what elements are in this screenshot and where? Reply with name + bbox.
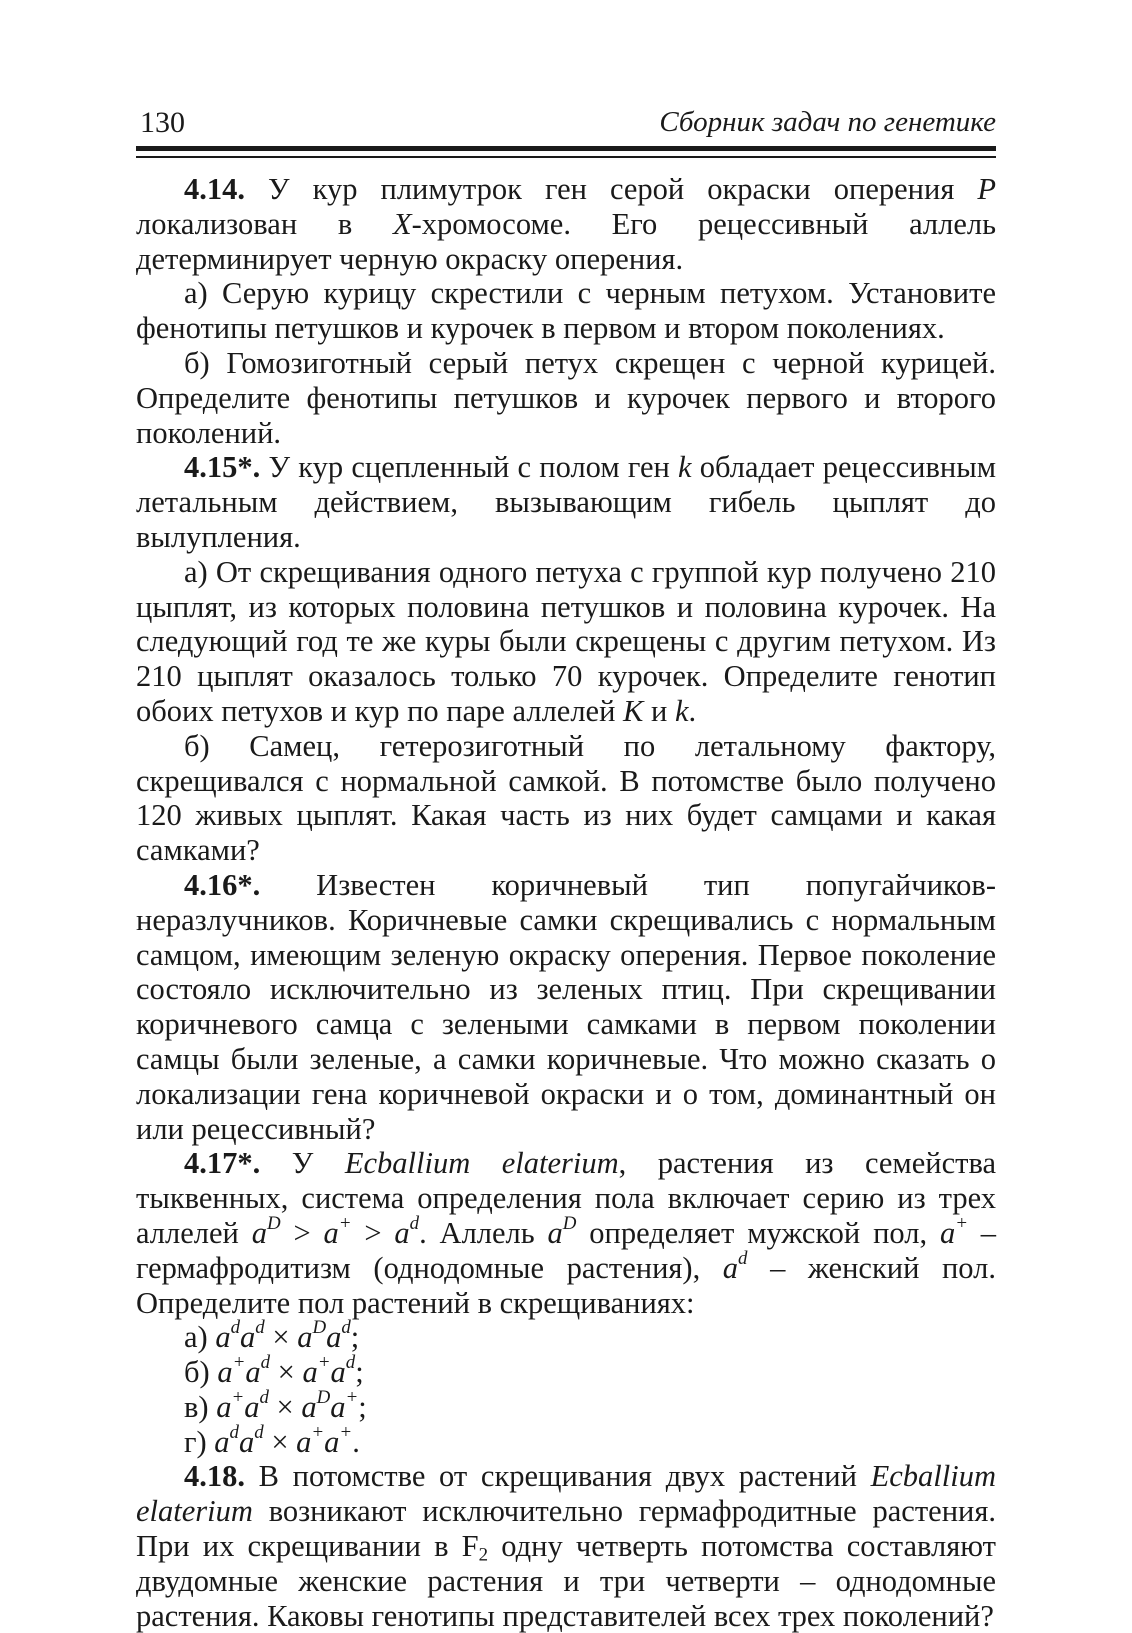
page-number: 130 xyxy=(140,106,185,139)
problem-4-15-part-b: б) Самец, гетерозиготный по летальному фактору, скрещивался с нормальной самкой. В потомстве было получено 120 живых цыплят. Какая часть из них будет самцами и какая самками? xyxy=(136,728,996,868)
problem-4-18: 4.18. В потомстве от скрещивания двух растений Ecballium elaterium возникают исключительно гермафродитные растения. При их скрещивании в $F_2$ одну четверть потомства составляют двудомные женские растения и три четверти – однодомные растения. Каковы генотипы представителей всех трех поколений? xyxy=(136,1459,996,1633)
header-rule-thick xyxy=(136,146,996,151)
species-name: Ecballium elaterium xyxy=(344,1146,619,1181)
page-body xyxy=(136,172,996,1633)
problem-number: 4.18. xyxy=(184,1459,245,1494)
running-title: Сборник задач по генетике xyxy=(659,106,996,138)
cross-d: г) $a^da^d \times a^+a^+$. xyxy=(184,1421,360,1459)
problem-4-15-intro: 4.15*. У кур сцепленный с полом ген k обладает рецессивным летальным действием, вызывающим гибель цыплят до вылупления. xyxy=(136,450,997,554)
problem-number: 4.15*. xyxy=(184,450,261,485)
species-name: Ecballium elaterium xyxy=(136,1459,996,1529)
problem-number: 4.16*. xyxy=(184,867,261,902)
cross-a: а) $a^da^d \times a^Da^d$; xyxy=(184,1317,360,1355)
page-header xyxy=(136,100,996,148)
problem-number: 4.14. xyxy=(184,172,245,206)
problem-number: 4.17*. xyxy=(184,1146,261,1181)
header-rule-thin xyxy=(136,156,996,158)
problem-4-14-intro: 4.14. У кур плимутрок ген серой окраски оперения P локализован в X-хромосоме. Его рецессивный аллель детерминирует черную окраску оперения. xyxy=(136,172,996,276)
problem-4-14-part-a: а) Серую курицу скрестили с черным петухом. Установите фенотипы петушков и курочек в первом и втором поколениях. xyxy=(136,276,996,346)
problem-4-16: 4.16*. Известен коричневый тип попугайчиков-неразлучников. Коричневые самки скрещивались с нормальным самцом, имеющим зеленую окраску оперения. Первое поколение состояло исключительно из зеленых птиц. При скрещивании коричневого самца с зелеными самками в первом поколении самцы были зеленые, а самки коричневые. Что можно сказать о локализации гена коричневой окраски и о том, доминантный он или рецессивный? xyxy=(136,867,996,1146)
cross-b: б) $a^+a^d \times a^+a^d$; xyxy=(184,1351,364,1390)
problem-4-17: 4.17*. У Ecballium elaterium, растения из семейства тыквенных, система определения пола включает серию из трех аллелей $a^D > a^+ > a^d$. Аллель $a^D$ определяет мужской пол, a+ – гермафродитизм (однодомные растения), $a^d$ – женский пол. Определите пол растений в скрещиваниях: xyxy=(136,1146,997,1320)
problem-4-14-part-b: б) Гомозиготный серый петух скрещен с черной курицей. Определите фенотипы петушков и курочек первого и второго поколений. xyxy=(136,345,996,450)
problem-4-15-part-a: а) От скрещивания одного петуха с группой кур получено 210 цыплят, из которых половина петушков и половина курочек. На следующий год те же куры были скрещены с другим петухом. Из 210 цыплят оказалось только 70 курочек. Определите генотип обоих петухов и кур по паре аллелей K и k. xyxy=(136,554,996,728)
cross-c: в) $a^+a^d \times a^Da^+$; xyxy=(184,1386,367,1424)
